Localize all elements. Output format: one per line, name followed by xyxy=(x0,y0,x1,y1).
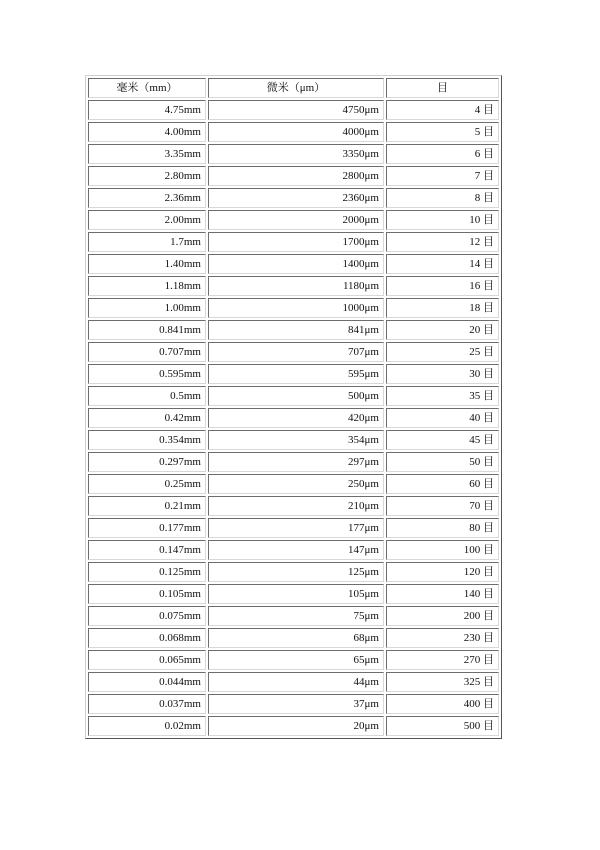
cell-micrometers: 500μm xyxy=(208,386,384,406)
table-row xyxy=(88,386,499,406)
cell-millimeters: 3.35mm xyxy=(88,144,206,164)
cell-mesh: 20 目 xyxy=(386,320,499,340)
cell-mesh: 4 目 xyxy=(386,100,499,120)
cell-millimeters: 0.5mm xyxy=(88,386,206,406)
cell-micrometers: 420μm xyxy=(208,408,384,428)
cell-micrometers: 68μm xyxy=(208,628,384,648)
table-row xyxy=(88,518,499,538)
cell-mesh: 120 目 xyxy=(386,562,499,582)
cell-mesh: 325 目 xyxy=(386,672,499,692)
cell-micrometers: 2000μm xyxy=(208,210,384,230)
cell-mesh: 10 目 xyxy=(386,210,499,230)
cell-millimeters: 0.068mm xyxy=(88,628,206,648)
table-row xyxy=(88,100,499,120)
cell-millimeters: 0.044mm xyxy=(88,672,206,692)
cell-mesh: 8 目 xyxy=(386,188,499,208)
cell-micrometers: 20μm xyxy=(208,716,384,736)
cell-millimeters: 0.354mm xyxy=(88,430,206,450)
header-mesh: 目 xyxy=(386,78,499,98)
cell-millimeters: 0.02mm xyxy=(88,716,206,736)
cell-millimeters: 1.40mm xyxy=(88,254,206,274)
table-row xyxy=(88,584,499,604)
cell-millimeters: 0.841mm xyxy=(88,320,206,340)
cell-mesh: 12 目 xyxy=(386,232,499,252)
cell-micrometers: 2360μm xyxy=(208,188,384,208)
table-body xyxy=(88,100,499,736)
cell-micrometers: 1180μm xyxy=(208,276,384,296)
cell-mesh: 100 目 xyxy=(386,540,499,560)
cell-millimeters: 0.125mm xyxy=(88,562,206,582)
cell-millimeters: 1.18mm xyxy=(88,276,206,296)
cell-millimeters: 0.21mm xyxy=(88,496,206,516)
cell-mesh: 140 目 xyxy=(386,584,499,604)
cell-mesh: 400 目 xyxy=(386,694,499,714)
table-row xyxy=(88,320,499,340)
cell-mesh: 35 目 xyxy=(386,386,499,406)
cell-mesh: 25 目 xyxy=(386,342,499,362)
table-row xyxy=(88,562,499,582)
cell-millimeters: 2.80mm xyxy=(88,166,206,186)
cell-millimeters: 0.147mm xyxy=(88,540,206,560)
cell-mesh: 500 目 xyxy=(386,716,499,736)
table-row xyxy=(88,276,499,296)
cell-micrometers: 3350μm xyxy=(208,144,384,164)
cell-mesh: 230 目 xyxy=(386,628,499,648)
cell-mesh: 60 目 xyxy=(386,474,499,494)
cell-millimeters: 0.42mm xyxy=(88,408,206,428)
cell-micrometers: 125μm xyxy=(208,562,384,582)
cell-mesh: 18 目 xyxy=(386,298,499,318)
table-row xyxy=(88,408,499,428)
cell-micrometers: 841μm xyxy=(208,320,384,340)
cell-mesh: 14 目 xyxy=(386,254,499,274)
cell-micrometers: 1700μm xyxy=(208,232,384,252)
cell-mesh: 6 目 xyxy=(386,144,499,164)
cell-micrometers: 65μm xyxy=(208,650,384,670)
cell-micrometers: 250μm xyxy=(208,474,384,494)
cell-mesh: 16 目 xyxy=(386,276,499,296)
cell-micrometers: 707μm xyxy=(208,342,384,362)
table-row xyxy=(88,166,499,186)
cell-mesh: 270 目 xyxy=(386,650,499,670)
table-row xyxy=(88,672,499,692)
cell-micrometers: 2800μm xyxy=(208,166,384,186)
cell-mesh: 5 目 xyxy=(386,122,499,142)
table-row xyxy=(88,628,499,648)
cell-millimeters: 0.297mm xyxy=(88,452,206,472)
cell-millimeters: 1.7mm xyxy=(88,232,206,252)
table-row xyxy=(88,144,499,164)
header-micrometers: 微米（μm） xyxy=(208,78,384,98)
cell-micrometers: 1000μm xyxy=(208,298,384,318)
table-row xyxy=(88,452,499,472)
cell-micrometers: 177μm xyxy=(208,518,384,538)
table-row xyxy=(88,210,499,230)
cell-millimeters: 4.75mm xyxy=(88,100,206,120)
cell-micrometers: 4750μm xyxy=(208,100,384,120)
table-row xyxy=(88,694,499,714)
cell-millimeters: 2.00mm xyxy=(88,210,206,230)
table-row xyxy=(88,122,499,142)
cell-millimeters: 0.707mm xyxy=(88,342,206,362)
table-row xyxy=(88,474,499,494)
header-millimeters: 毫米（mm） xyxy=(88,78,206,98)
cell-mesh: 30 目 xyxy=(386,364,499,384)
cell-mesh: 200 目 xyxy=(386,606,499,626)
cell-micrometers: 354μm xyxy=(208,430,384,450)
cell-millimeters: 0.177mm xyxy=(88,518,206,538)
cell-mesh: 80 目 xyxy=(386,518,499,538)
cell-mesh: 40 目 xyxy=(386,408,499,428)
mesh-conversion-table xyxy=(85,75,502,739)
table-row xyxy=(88,540,499,560)
table-row xyxy=(88,188,499,208)
cell-micrometers: 105μm xyxy=(208,584,384,604)
cell-millimeters: 0.105mm xyxy=(88,584,206,604)
cell-millimeters: 2.36mm xyxy=(88,188,206,208)
cell-mesh: 50 目 xyxy=(386,452,499,472)
cell-millimeters: 0.075mm xyxy=(88,606,206,626)
table-row xyxy=(88,342,499,362)
cell-micrometers: 147μm xyxy=(208,540,384,560)
table-row xyxy=(88,430,499,450)
cell-mesh: 70 目 xyxy=(386,496,499,516)
table-row xyxy=(88,496,499,516)
table-row xyxy=(88,254,499,274)
cell-micrometers: 44μm xyxy=(208,672,384,692)
table-row xyxy=(88,650,499,670)
cell-micrometers: 297μm xyxy=(208,452,384,472)
cell-micrometers: 595μm xyxy=(208,364,384,384)
cell-micrometers: 210μm xyxy=(208,496,384,516)
cell-millimeters: 0.065mm xyxy=(88,650,206,670)
table-row xyxy=(88,298,499,318)
cell-mesh: 7 目 xyxy=(386,166,499,186)
cell-millimeters: 0.25mm xyxy=(88,474,206,494)
cell-millimeters: 0.037mm xyxy=(88,694,206,714)
table-row xyxy=(88,716,499,736)
cell-mesh: 45 目 xyxy=(386,430,499,450)
cell-micrometers: 1400μm xyxy=(208,254,384,274)
cell-millimeters: 0.595mm xyxy=(88,364,206,384)
cell-micrometers: 4000μm xyxy=(208,122,384,142)
cell-millimeters: 1.00mm xyxy=(88,298,206,318)
table-row xyxy=(88,232,499,252)
table-header-row xyxy=(88,78,499,98)
cell-micrometers: 75μm xyxy=(208,606,384,626)
table-row xyxy=(88,364,499,384)
cell-millimeters: 4.00mm xyxy=(88,122,206,142)
table-row xyxy=(88,606,499,626)
cell-micrometers: 37μm xyxy=(208,694,384,714)
